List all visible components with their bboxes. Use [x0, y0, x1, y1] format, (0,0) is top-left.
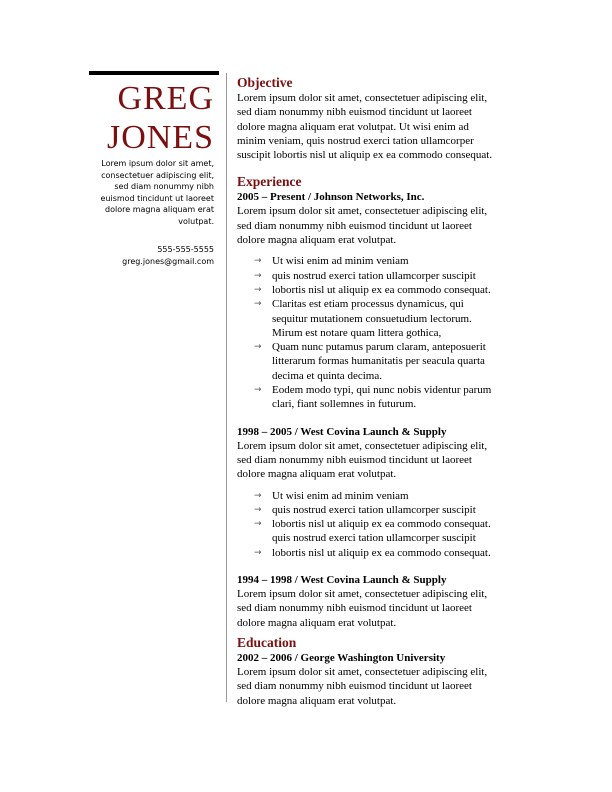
bullet-list [237, 489, 527, 560]
top-rule [89, 71, 219, 75]
job-entry [237, 425, 527, 560]
bullet-line: clari, fiant sollemnes in futurum. [272, 398, 417, 411]
column-divider [226, 73, 227, 702]
right-arrow-icon: → [254, 342, 262, 353]
right-arrow-icon: → [254, 299, 262, 310]
bullet-list [237, 254, 527, 411]
list-item [254, 503, 527, 517]
text-line: minim veniam, quis nostrud exerci tation ullamcorper [237, 134, 474, 147]
text-line: Lorem ipsum dolor sit amet, consectetuer adipiscing elit, [237, 92, 488, 104]
text-line: dolore magna aliquam erat volutpat. [237, 694, 397, 707]
text-line: sed diam nonummy nibh euismod tincidunt ut laoreet [237, 680, 472, 693]
text-line: sed diam nonummy nibh euismod tincidunt ut laoreet [237, 219, 472, 232]
summary-line: euismod tincidunt ut laoreet [100, 193, 214, 203]
right-arrow-icon: → [254, 270, 262, 281]
list-item [254, 546, 527, 560]
text-line: Lorem ipsum dolor sit amet, consectetuer adipiscing elit, [237, 588, 488, 601]
right-arrow-icon: → [254, 385, 262, 396]
text-line: dolore magna aliquam erat volutpat. [237, 234, 397, 247]
right-arrow-icon: → [254, 504, 262, 515]
text-line: Lorem ipsum dolor sit amet, consectetuer adipiscing elit, [237, 665, 488, 678]
bullet-line: Ut wisi enim ad minim veniam [272, 489, 409, 502]
job-heading: 1994 – 1998 / West Covina Launch & Supply [237, 574, 447, 587]
right-arrow-icon: → [254, 547, 262, 558]
text-line: sed diam nonummy nibh euismod tincidunt ut laoreet [237, 106, 472, 119]
bullet-line: sequitur mutationem consuetudium lectorum. [272, 312, 472, 325]
bullet-line: Eodem modo typi, qui nunc nobis videntur parum [272, 384, 492, 397]
summary-line: dolore magna aliquam erat [105, 205, 214, 214]
bullet-line: quis nostrud exerci tation ullamcorper suscipit [272, 532, 476, 545]
list-item [254, 383, 527, 412]
experience-heading: Experience [237, 174, 302, 190]
main-content [237, 75, 527, 708]
education-heading: Education [237, 634, 297, 650]
list-item [254, 297, 527, 340]
list-item [254, 489, 527, 503]
text-line: dolore magna aliquam erat volutpat. [237, 468, 397, 481]
list-item [254, 283, 527, 297]
text-line: dolore magna aliquam erat volutpat. Ut wisi enim ad [237, 120, 469, 133]
summary-line: sed diam nonummy nibh [114, 182, 214, 191]
list-item [254, 269, 527, 283]
email-address[interactable]: greg.jones@gmail.com [122, 256, 214, 266]
bullet-line: lobortis nisl ut aliquip ex ea commodo consequat. [272, 283, 491, 296]
job-heading: 2005 – Present / Johnson Networks, Inc. [237, 191, 425, 204]
education-entry-heading: 2002 – 2006 / George Washington University [237, 651, 446, 664]
text-line: Lorem ipsum dolor sit amet, consectetuer adipiscing elit, [237, 439, 488, 452]
bullet-line: Ut wisi enim ad minim veniam [272, 255, 409, 268]
bullet-line: quis nostrud exerci tation ullamcorper suscipit [272, 269, 476, 282]
sidebar-summary [84, 158, 214, 227]
contact-info [84, 244, 214, 267]
summary-line: volutpat. [178, 216, 214, 226]
bullet-line: Quam nunc putamus parum claram, anteposuerit [272, 341, 486, 354]
list-item [254, 340, 527, 383]
right-arrow-icon: → [254, 256, 262, 267]
bullet-line: Mirum est notare quam littera gothica, [272, 326, 442, 339]
summary-line: consectetuer adipiscing elit, [101, 170, 214, 180]
list-item [254, 517, 527, 546]
text-line: suscipit lobortis nisl ut aliquip ex ea commodo consequat. [237, 149, 493, 162]
right-arrow-icon: → [254, 519, 262, 530]
job-entry [237, 190, 527, 411]
objective-heading: Objective [237, 75, 293, 90]
bullet-line: litterarum formas humanitatis per seacula quarta [272, 355, 485, 368]
text-line: Lorem ipsum dolor sit amet, consectetuer adipiscing elit, [237, 205, 488, 218]
bullet-line: decima et quinta decima. [272, 369, 382, 382]
last-name: JONES [106, 119, 214, 156]
bullet-line: Claritas est etiam processus dynamicus, qui [272, 298, 464, 311]
right-arrow-icon: → [254, 284, 262, 295]
text-line: sed diam nonummy nibh euismod tincidunt ut laoreet [237, 453, 472, 466]
job-heading: 1998 – 2005 / West Covina Launch & Supply [237, 425, 447, 438]
text-line: dolore magna aliquam erat volutpat. [237, 616, 397, 629]
objective-text [237, 91, 527, 162]
phone-number: 555-555-5555 [157, 245, 214, 254]
text-line: sed diam nonummy nibh euismod tincidunt ut laoreet [237, 602, 472, 615]
bullet-line: quis nostrud exerci tation ullamcorper suscipit [272, 503, 476, 516]
first-name: GREG [117, 80, 214, 117]
summary-line: Lorem ipsum dolor sit amet, [101, 159, 214, 168]
bullet-line: lobortis nisl ut aliquip ex ea commodo consequat. [272, 518, 491, 531]
right-arrow-icon: → [254, 490, 262, 501]
job-entry [237, 573, 527, 630]
list-item [254, 254, 527, 268]
bullet-line: lobortis nisl ut aliquip ex ea commodo consequat. [272, 546, 491, 559]
